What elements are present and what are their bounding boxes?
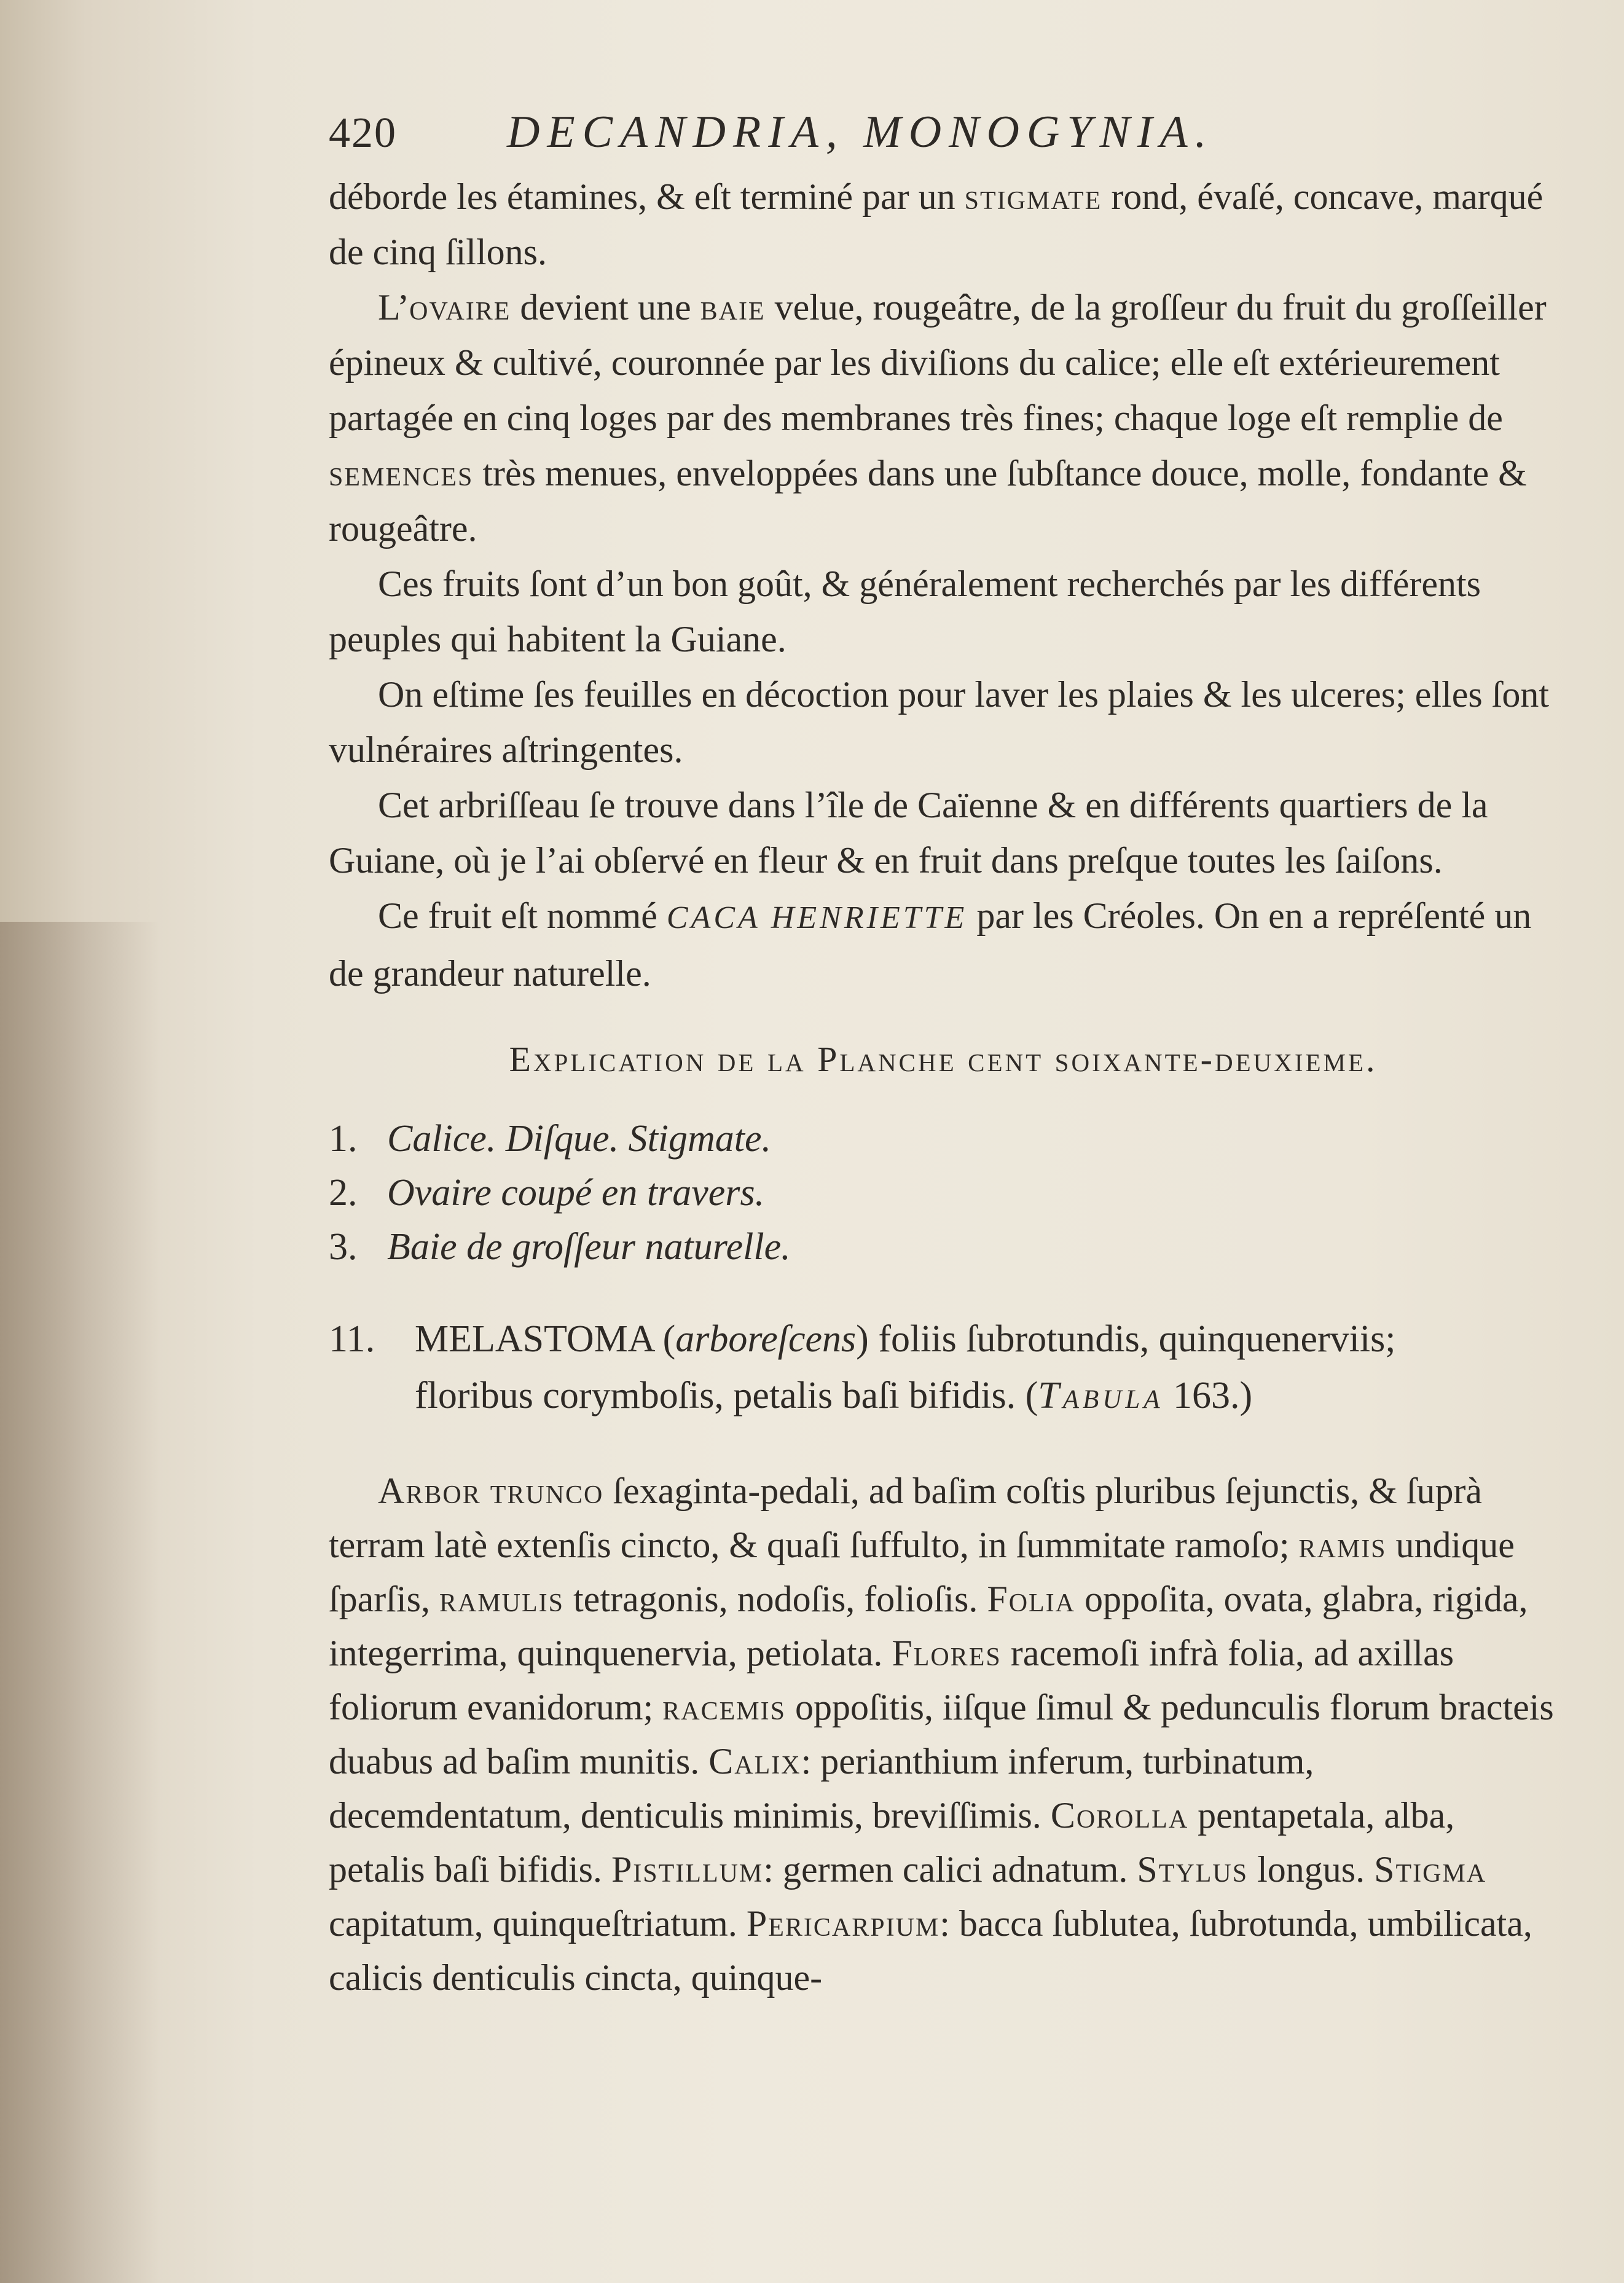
species-name: MELASTOMA <box>415 1318 654 1360</box>
explication-list <box>329 1112 1558 1274</box>
explication-item: 2. Ovaire coupé en travers. <box>329 1172 765 1214</box>
paragraph-1: déborde les étamines, & eſt terminé par un stigmate rond, évaſé, concave, marqué de cinq ſillons. <box>329 176 1544 272</box>
paragraph-3: Ces fruits ſont d’un bon goût, & généralement recherchés par les différents peuples qui habitent la Guiane. <box>329 564 1481 659</box>
latin-description: Arbor trunco ſexaginta-pedali, ad baſim coſtis pluribus ſejunctis, & ſuprà terram latè extenſis cincto, & quaſi ſuffulto, in ſummitate ramoſo; ramis undique ſparſis, ramulis tetragonis, nodoſis, folioſis. Folia oppoſita, ovata, glabra, rigida, integerrima, quinquenervia, petiolata. Flores racemoſi infrà folia, ad axillas foliorum evanidorum; racemis oppoſitis, iiſque ſimul & pedunculis florum bracteis duabus ad baſim munitis. Calix: perianthium inferum, turbinatum, decemdentatum, denticulis minimis, breviſſimis. Corolla pentapetala, alba, petalis baſi bifidis. Pistillum: germen calici adnatum. Stylus longus. Stigma capitatum, quinqueſtriatum. Pericarpium: bacca ſublutea, ſubrotunda, umbilicata, calicis denticulis cincta, quinque- <box>329 1471 1554 1998</box>
paragraph-2: L’ovaire devient une baie velue, rougeâtre, de la groſſeur du fruit du groſſeiller épineux & cultivé, couronnée par les diviſions du calice; elle eſt extérieurement partagée en cinq loges par des membranes très fines; chaque loge eſt remplie de semences très menues, enveloppées dans une ſubſtance douce, molle, fondante & rougeâtre. <box>329 287 1547 549</box>
page-header <box>329 104 1558 169</box>
running-title: DECANDRIA, MONOGYNIA. <box>507 107 1214 157</box>
page-text <box>329 104 1558 2041</box>
species-epithet: arboreſcens <box>675 1318 857 1360</box>
tabula-ref: Tabula <box>1038 1375 1164 1417</box>
paragraph-4: On eſtime ſes feuilles en décoction pour laver les plaies & les ulceres; elles ſont vulnéraires aſtringentes. <box>329 674 1550 770</box>
species-number: 11. <box>329 1318 375 1360</box>
page-number: 420 <box>329 109 397 157</box>
explication-heading: Explication de la Planche cent soixante-deuxieme. <box>509 1039 1378 1079</box>
explication-item: 1. Calice. Diſque. Stigmate. <box>329 1118 772 1160</box>
explication-item: 3. Baie de groſſeur naturelle. <box>329 1226 791 1268</box>
paragraph-6: Ce fruit eſt nommé CACA HENRIETTE par les Créoles. On en a repréſenté un de grandeur naturelle. <box>329 895 1532 994</box>
paragraph-5: Cet arbriſſeau ſe trouve dans l’île de Caïenne & en différents quartiers de la Guiane, où je l’ai obſervé en fleur & en fruit dans preſque toutes les ſaiſons. <box>329 785 1488 881</box>
species-entry: 11. MELASTOMA (arboreſcens) foliis ſubrotundis, quinquenerviis; floribus corymboſis, petalis baſi bifidis. (Tabula 163.) <box>329 1311 1558 1424</box>
page-shadow <box>0 922 160 2283</box>
description-block <box>329 169 1558 1001</box>
